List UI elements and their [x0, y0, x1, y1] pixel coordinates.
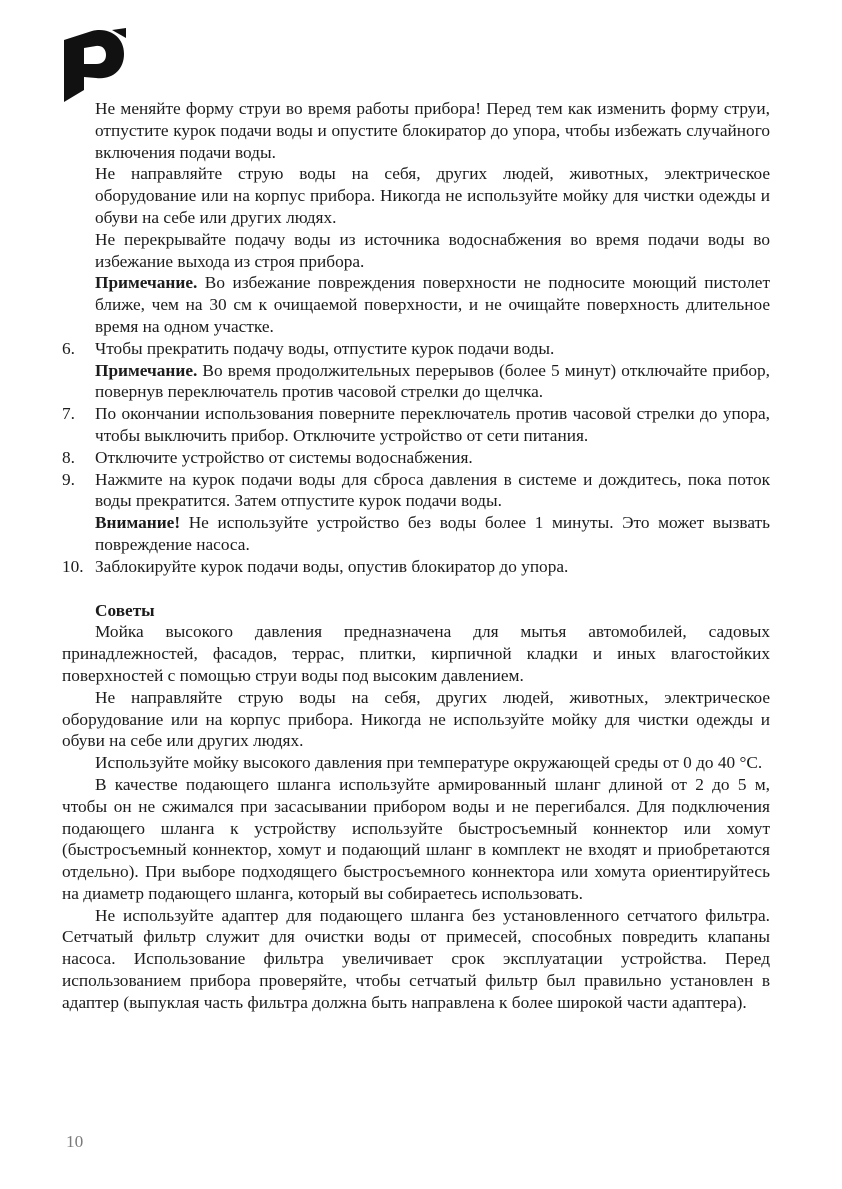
note-label: Примечание.: [95, 273, 198, 293]
warning-text: Не используйте устройство без воды более 1 минуты. Это может вызвать повреждение насоса.: [95, 513, 770, 554]
page-number: 10: [66, 1132, 84, 1151]
page-body: [62, 98, 770, 1014]
note-label: Примечание.: [95, 360, 198, 380]
warning-paragraph: [95, 512, 770, 556]
tips-paragraph: Используйте мойку высокого давления при температуре окружающей среды от 0 до 40 °C.: [95, 753, 763, 773]
list-item: [62, 556, 770, 578]
list-item-number: 9.: [62, 469, 75, 489]
section-heading: Советы: [95, 600, 155, 620]
tips-paragraph: В качестве подающего шланга используйте армированный шланг длиной от 2 до 5 м, чтобы он не сжимался при засасывании прибором воды и не перегибался. Для подключения подающего шланга к устройству используйте быстросъемный коннектор или хомут (быстросъемный коннектор, хомут и подающий шланг в комплект не входят и приобретаются отдельно). При выборе подходящего быстросъемного коннектора или хомута ориентируйтесь на диаметр подающего шланга, который вы собираетесь использовать.: [62, 774, 770, 903]
tips-paragraph: Не используйте адаптер для подающего шланга без установленного сетчатого фильтра. Сетчатый фильтр служит для очистки воды от примесей, способных повредить клапаны насоса. Использование фильтра увеличивает срок эксплуатации устройства. Перед использованием прибора проверяйте, чтобы сетчатый фильтр был правильно установлен в адаптер (выпуклая часть фильтра должна быть направлена к более широкой части адаптера).: [62, 905, 770, 1012]
list-item: [62, 469, 770, 556]
tips-paragraph: Мойка высокого давления предназначена для мытья автомобилей, садовых принадлежностей, фасадов, террас, плитки, кирпичной кладки и иных влагостойких поверхностей с помощью струи воды под высоким давлением.: [62, 622, 770, 685]
note-text: Во избежание повреждения поверхности не подносите моющий пистолет ближе, чем на 30 см к очищаемой поверхности, и не очищайте поверхность длительное время на одном участке.: [95, 273, 770, 336]
list-item-number: 6.: [62, 338, 75, 358]
paragraph: Не перекрывайте подачу воды из источника водоснабжения во время подачи воды во избежание выхода из строя прибора.: [95, 229, 770, 271]
list-item-number: 7.: [62, 404, 75, 424]
list-item-text: Нажмите на курок подачи воды для сброса давления в системе и дождитесь, пока поток воды прекратится. Затем отпустите курок подачи воды.: [95, 469, 770, 511]
list-item: [62, 338, 770, 403]
list-item: [62, 403, 770, 447]
list-item-number: 8.: [62, 447, 75, 467]
brand-p-logo-icon: [62, 24, 128, 108]
list-item-number: 10.: [62, 556, 84, 576]
list-item-text: Заблокируйте курок подачи воды, опустив блокиратор до упора.: [95, 556, 569, 576]
note-paragraph: [62, 272, 770, 337]
note-paragraph: [95, 360, 770, 404]
list-item: [62, 447, 770, 469]
paragraph: Не меняйте форму струи во время работы прибора! Перед тем как изменить форму струи, отпустите курок подачи воды и опустите блокиратор до упора, чтобы избежать случайного включения подачи воды.: [95, 99, 770, 162]
list-item-text: Чтобы прекратить подачу воды, отпустите курок подачи воды.: [95, 338, 555, 358]
list-item-text: Отключите устройство от системы водоснабжения.: [95, 447, 473, 467]
section-spacer: [62, 578, 770, 600]
paragraph: Не направляйте струю воды на себя, других людей, животных, электрическое оборудование или на корпус прибора. Никогда не используйте мойку для чистки одежды и обуви на себе или других людях.: [95, 164, 770, 227]
tips-paragraph: Не направляйте струю воды на себя, других людей, животных, электрическое оборудование или на корпус прибора. Никогда не используйте мойку для чистки одежды и обуви на себе или других людях.: [62, 687, 770, 751]
list-item-text: По окончании использования поверните переключатель против часовой стрелки до упора, чтобы выключить прибор. Отключите устройство от сети питания.: [95, 404, 770, 445]
note-text: Во время продолжительных перерывов (более 5 минут) отключайте прибор, повернув переключатель против часовой стрелки до щелчка.: [95, 360, 770, 402]
warning-label: Внимание!: [95, 513, 181, 533]
